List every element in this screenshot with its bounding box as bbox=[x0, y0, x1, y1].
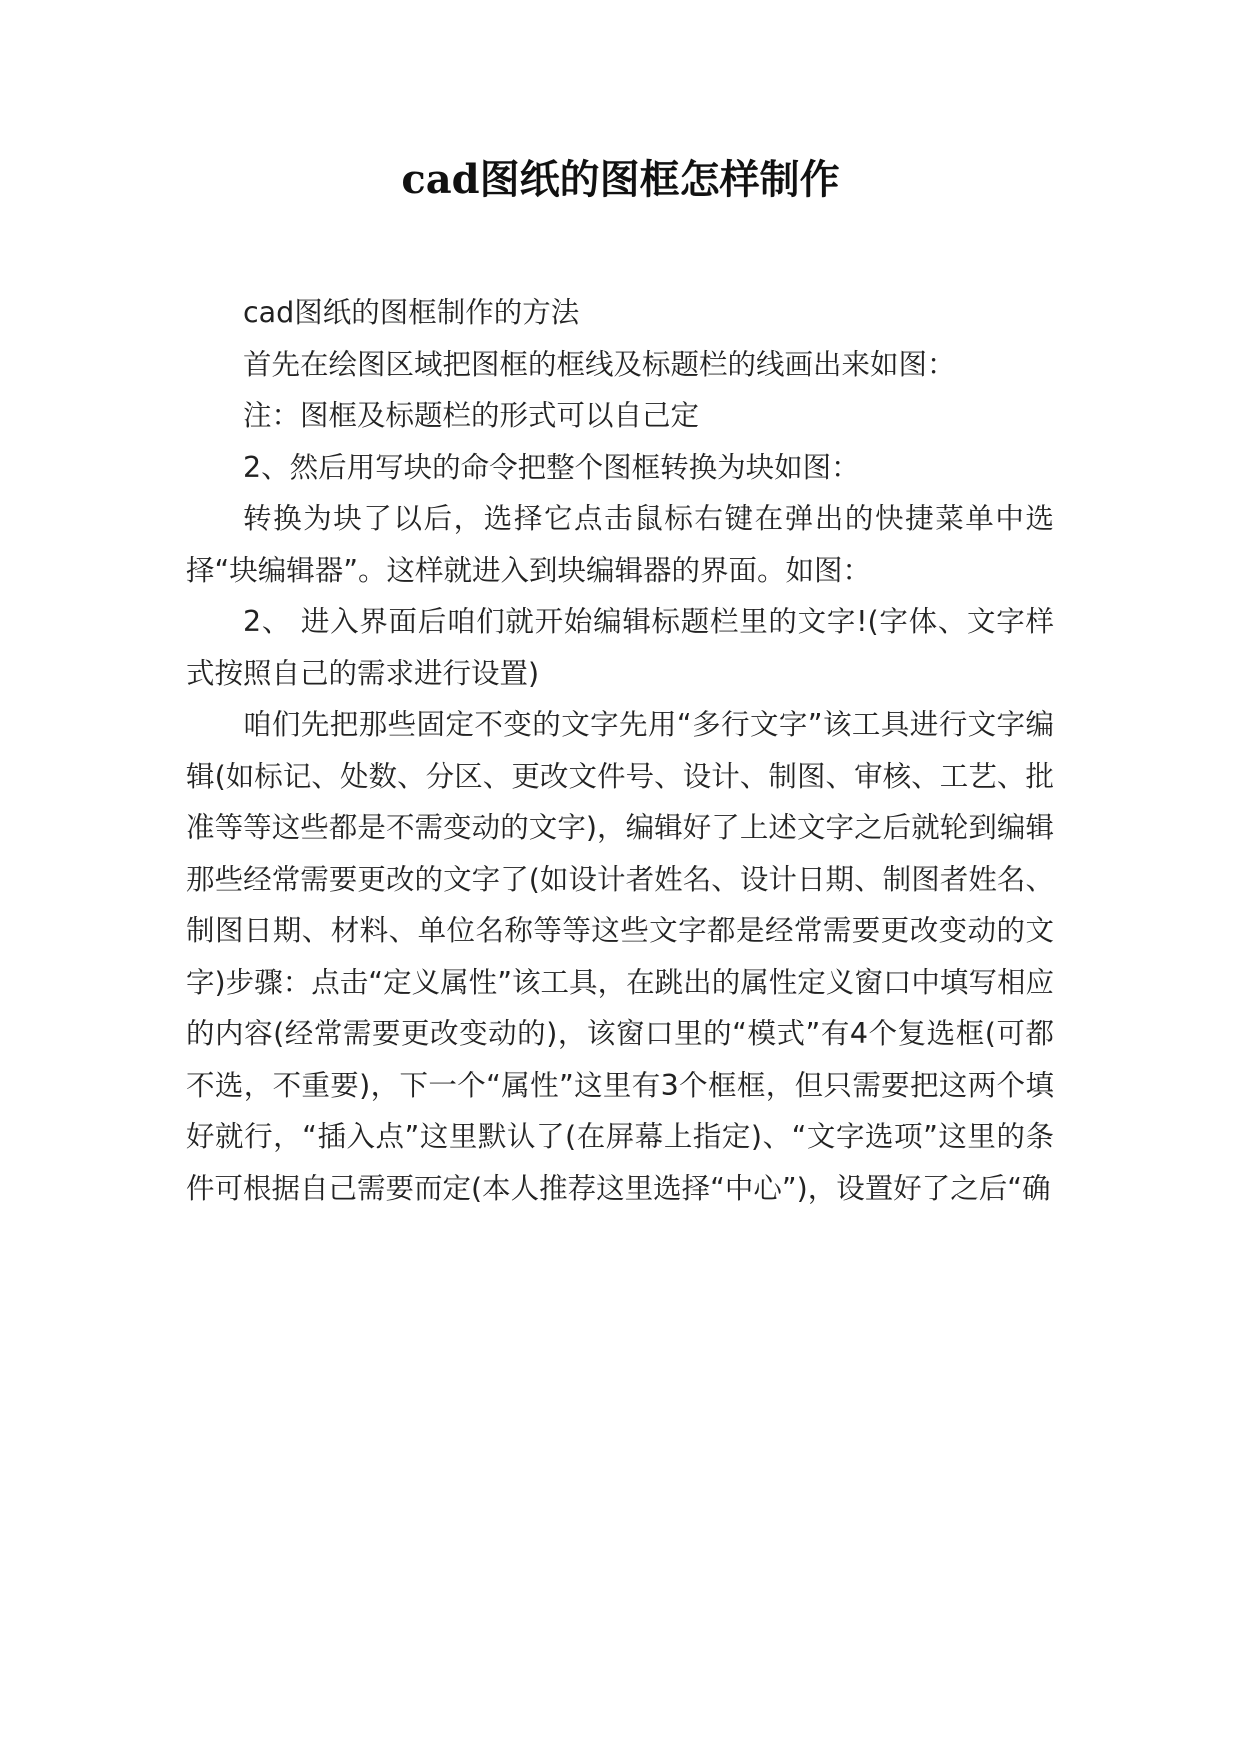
paragraph-block-editor: 转换为块了以后，选择它点击鼠标右键在弹出的快捷菜单中选择“块编辑器”。这样就进入到块编辑器的界面。如图： bbox=[186, 502, 1054, 587]
paragraph-write-block: 2、然后用写块的命令把整个图框转换为块如图： bbox=[243, 450, 860, 484]
document-body bbox=[186, 287, 1054, 1214]
paragraph-draw-frame: 首先在绘图区域把图框的框线及标题栏的线画出来如图： bbox=[243, 347, 956, 381]
document-title: cad图纸的图框怎样制作 bbox=[401, 156, 840, 203]
paragraph-edit-text: 2、 进入界面后咱们就开始编辑标题栏里的文字!(字体、文字样式按照自己的需求进行设置) bbox=[186, 605, 1054, 690]
paragraph-method-heading: cad图纸的图框制作的方法 bbox=[243, 296, 580, 329]
paragraph-define-attributes: 咱们先把那些固定不变的文字先用“多行文字”该工具进行文字编辑(如标记、处数、分区、更改文件号、设计、制图、审核、工艺、批准等等这些都是不需变动的文字)，编辑好了上述文字之后就轮到编辑那些经常需要更改的文字了(如设计者姓名、设计日期、制图者姓名、制图日期、材料、单位名称等等这些文字都是经常需要更改变动的文字)步骤：点击“定义属性”该工具，在跳出的属性定义窗口中填写相应的内容(经常需要更改变动的)，该窗口里的“模式”有4个复选框(可都不选，不重要)，下一个“属性”这里有3个框框，但只需要把这两个填好就行，“插入点”这里默认了(在屏幕上指定)、“文字选项”这里的条件可根据自己需要而定(本人推荐这里选择“中心”)，设置好了之后“确 bbox=[186, 708, 1054, 1205]
paragraph-note: 注：图框及标题栏的形式可以自己定 bbox=[243, 399, 700, 432]
